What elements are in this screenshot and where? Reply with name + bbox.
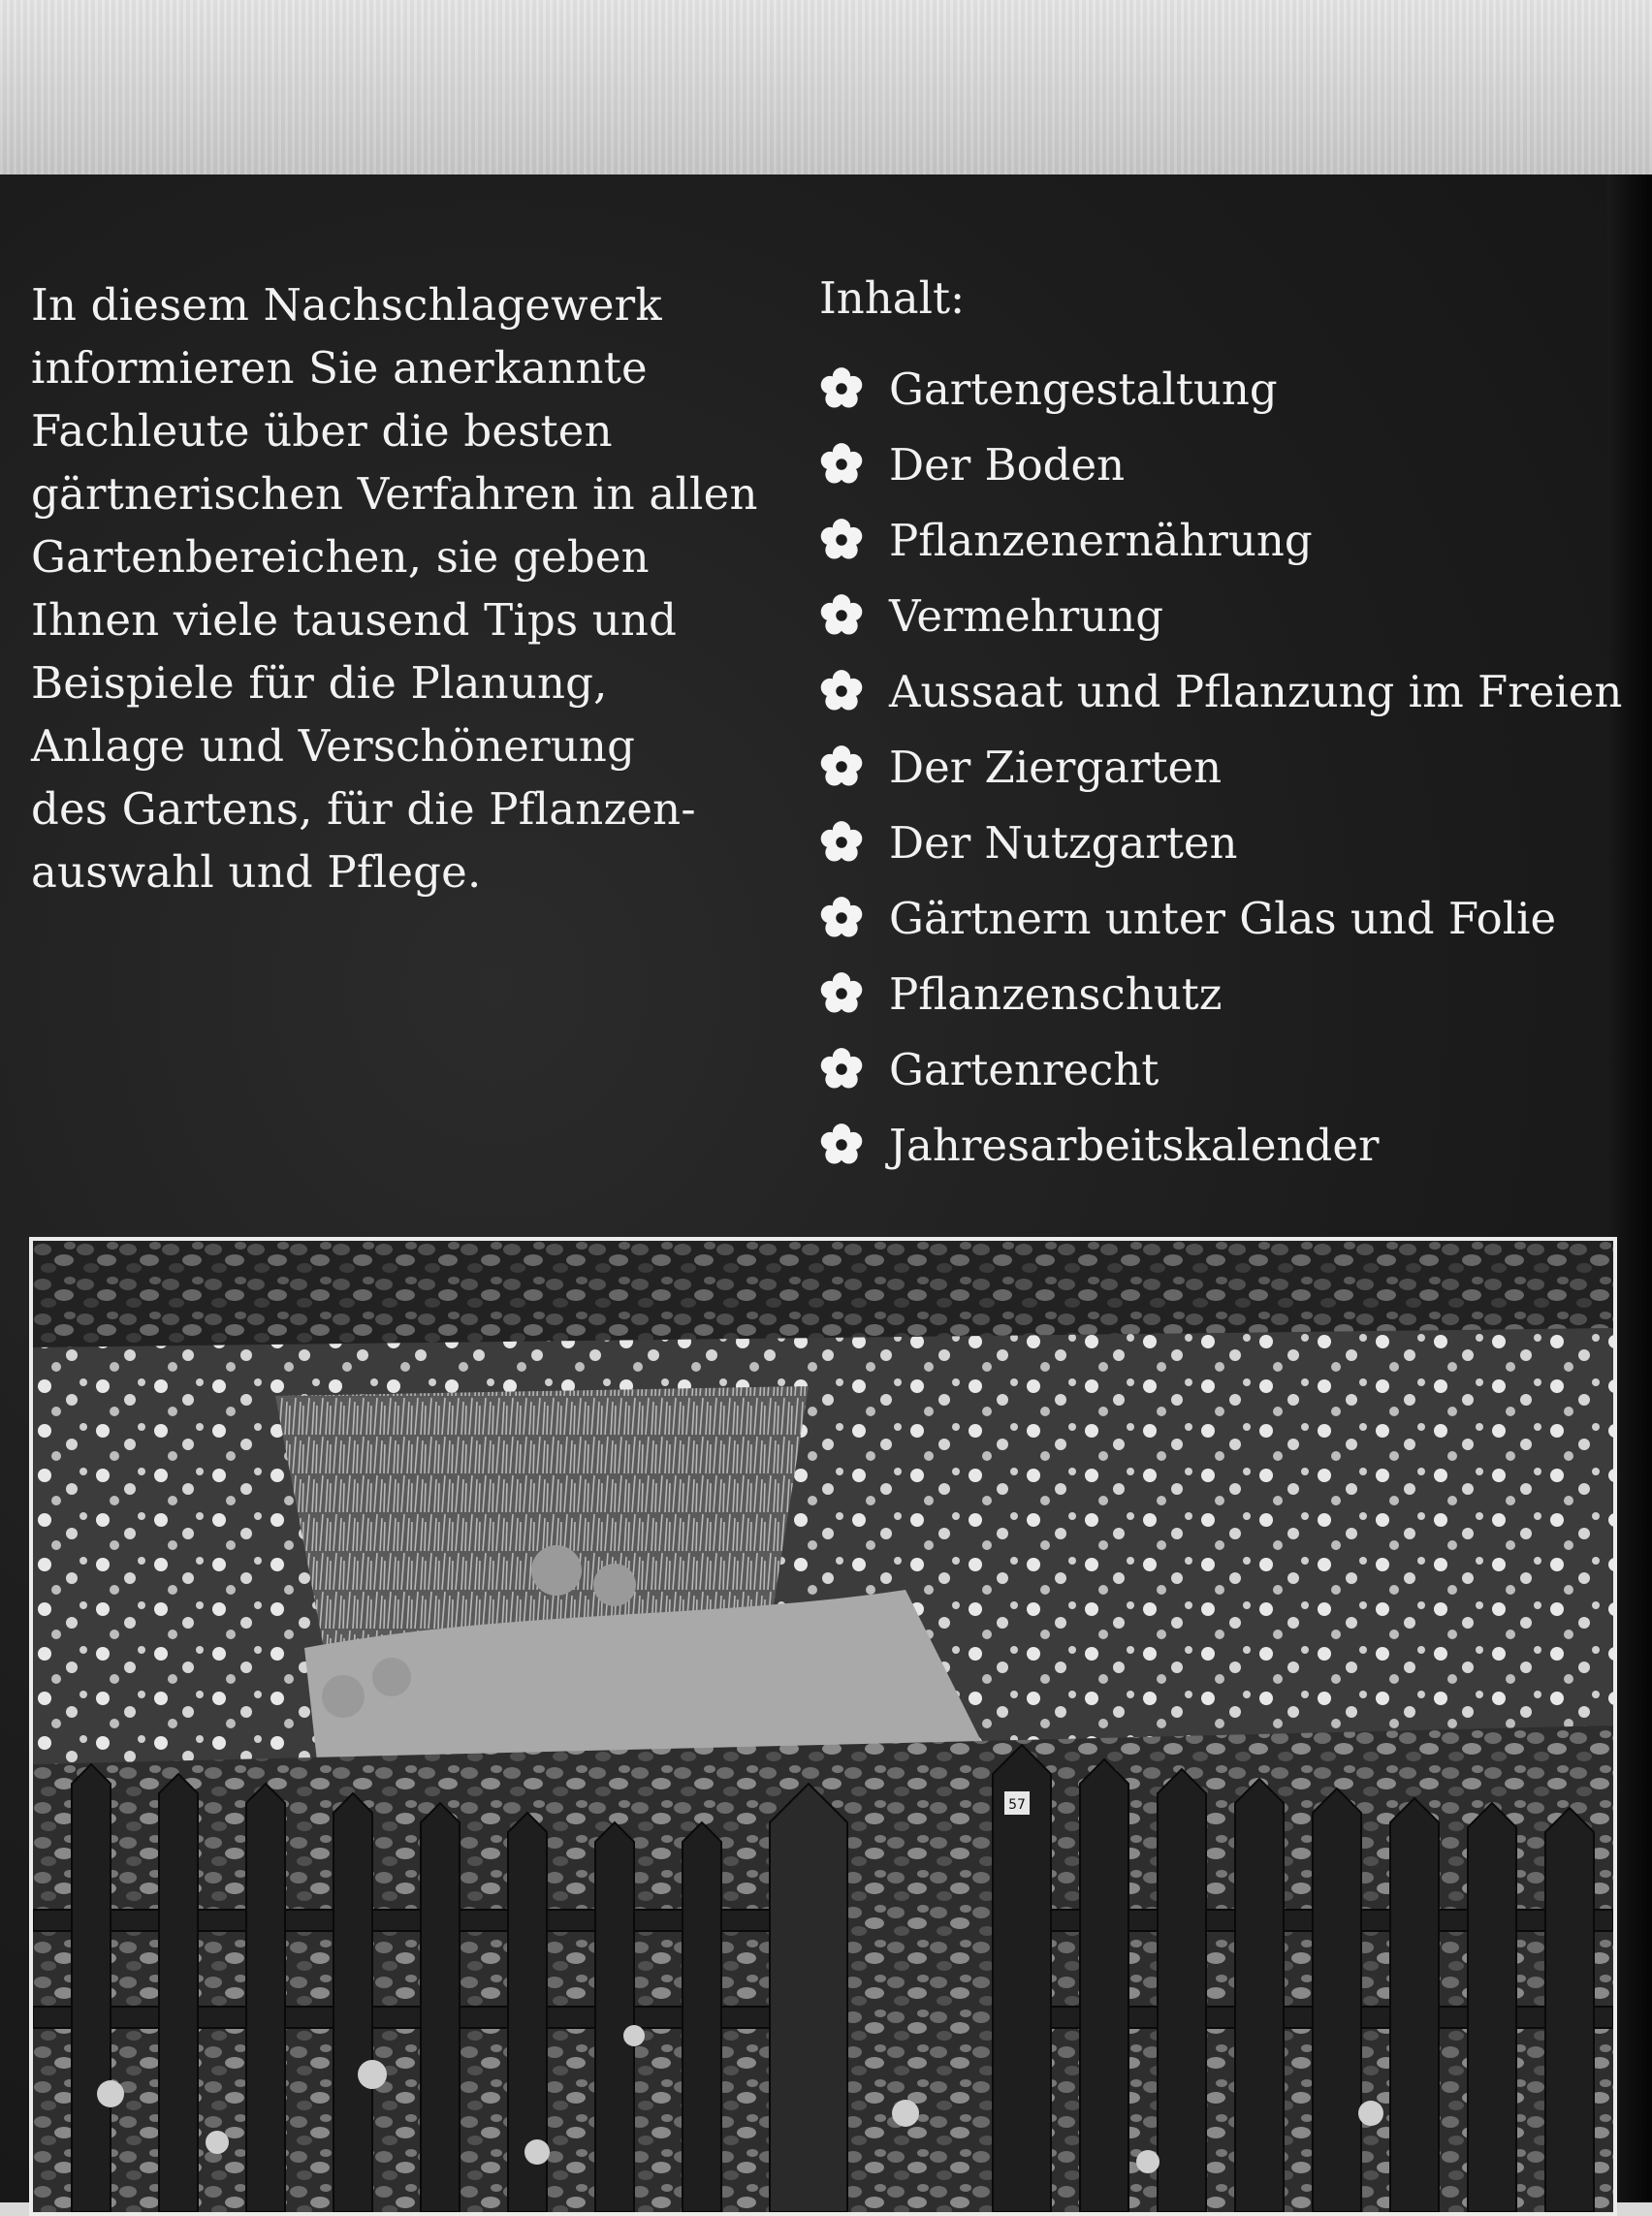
fence-sign: 57	[1008, 1797, 1026, 1813]
contents-item-label: Der Nutzgarten	[889, 816, 1238, 869]
contents-item-label: Gartenrecht	[889, 1043, 1160, 1095]
contents-item-label: Der Boden	[889, 438, 1126, 491]
contents-item	[819, 427, 1622, 502]
contents-item	[819, 1107, 1622, 1183]
flower-icon	[819, 971, 864, 1016]
contents-item	[819, 956, 1622, 1031]
contents-item	[819, 880, 1622, 956]
contents-item	[819, 578, 1622, 653]
flower-icon	[819, 820, 864, 865]
contents-item	[819, 502, 1622, 578]
contents-item	[819, 351, 1622, 427]
contents-item-label: Gartengestaltung	[889, 363, 1278, 415]
flower-icon	[819, 744, 864, 789]
contents-item-label: Aussaat und Pflanzung im Freien	[889, 665, 1623, 717]
contents-heading: Inhalt:	[819, 272, 966, 324]
garden-photo-illustration	[33, 1241, 1613, 2212]
flower-icon	[819, 442, 864, 487]
contents-item-label: Pflanzenschutz	[889, 967, 1223, 1020]
flower-icon	[819, 1123, 864, 1167]
contents-item-label: Der Ziergarten	[889, 741, 1223, 793]
flower-icon	[819, 896, 864, 940]
flower-icon	[819, 366, 864, 411]
flower-icon	[819, 518, 864, 562]
contents-item-label: Gärtnern unter Glas und Folie	[889, 892, 1557, 944]
garden-photo	[29, 1237, 1617, 2216]
contents-item-label: Pflanzenernährung	[889, 514, 1313, 566]
flower-icon	[819, 669, 864, 713]
contents-item-label: Vermehrung	[889, 589, 1164, 642]
contents-item	[819, 653, 1622, 729]
contents-item	[819, 805, 1622, 880]
contents-item-label: Jahresarbeitskalender	[889, 1119, 1380, 1171]
intro-paragraph: In diesem Nachschlagewerk informieren Sie anerkannte Fachleute über die besten gärtnerischen Verfahren in allen Gartenbereichen, sie geben Ihnen viele tausend Tips und Beispiele für die Planung, Anlage und Verschönerung des Gartens, für die Pflanzen- auswahl und Pflege.	[31, 279, 758, 898]
contents-item	[819, 1031, 1622, 1107]
contents-list	[819, 351, 1622, 1183]
flower-icon	[819, 1047, 864, 1092]
flower-icon	[819, 593, 864, 638]
contents-item	[819, 729, 1622, 805]
table-surface	[0, 0, 1652, 176]
